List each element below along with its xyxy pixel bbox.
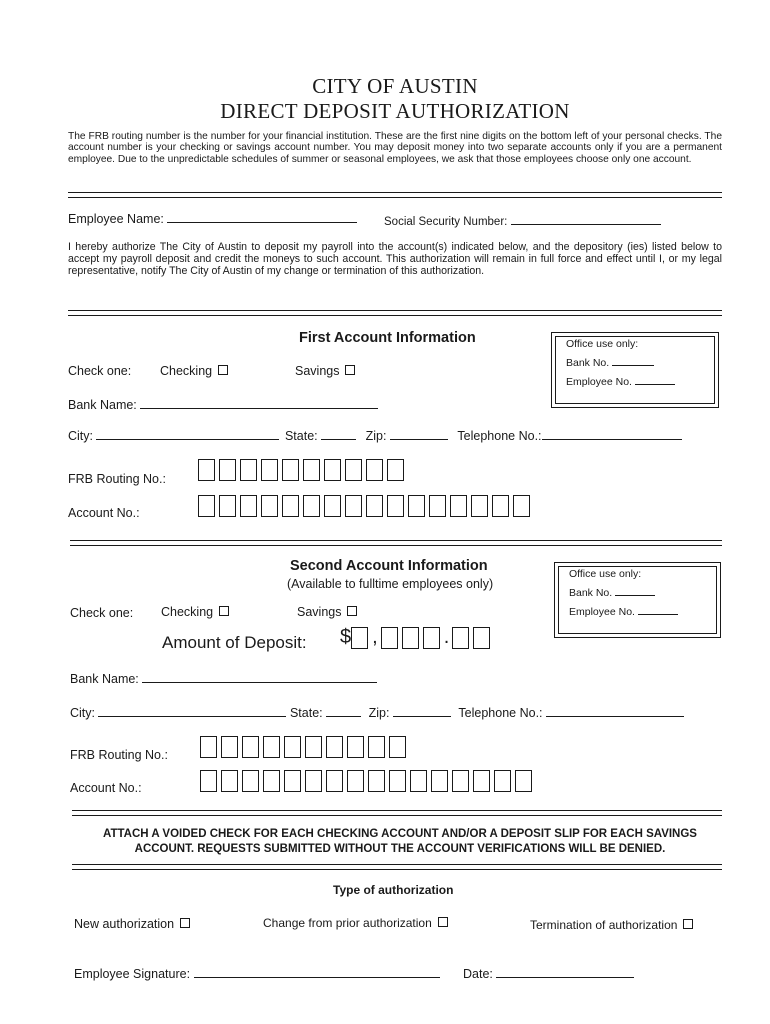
digit-box[interactable] [471,495,488,517]
employee-name-label: Employee Name: [68,212,164,226]
digit-box[interactable] [200,736,217,758]
authorization-type-heading: Type of authorization [333,883,454,897]
state-label: State: [289,706,323,720]
decimal-separator: . [443,626,450,648]
digit-box[interactable] [368,736,385,758]
digit-box[interactable] [452,627,469,649]
digit-box[interactable] [326,770,343,792]
second-account-subheading: (Available to fulltime employees only) [287,577,494,591]
divider [72,815,722,816]
office-employee-no-field [635,374,675,385]
change-authorization-label: Change from prior authorization [263,916,432,930]
ssn-field[interactable] [511,212,661,225]
zip-field[interactable] [390,427,448,440]
digit-box[interactable] [431,770,448,792]
zip-label: Zip: [365,429,387,443]
digit-box[interactable] [305,736,322,758]
city-label: City: [70,706,95,720]
zip-field[interactable] [393,704,451,717]
savings-checkbox[interactable] [347,606,357,616]
digit-box[interactable] [345,459,362,481]
authorization-paragraph: I hereby authorize The City of Austin to deposit my payroll into the account(s) indicated below, and the depository (ies) listed below to accept my payroll deposit and credit the moneys to such account. This authorization will remain in full force and effect until I, or my legal representative, notify The City of Austin of my change or termination of this authorization. [68,241,722,277]
date-row [463,965,634,981]
digit-box[interactable] [347,736,364,758]
signature-row [74,965,440,981]
digit-box[interactable] [200,770,217,792]
first-account-boxes[interactable] [198,495,534,517]
digit-box[interactable] [240,495,257,517]
zip-label: Zip: [368,706,390,720]
digit-box[interactable] [263,736,280,758]
digit-box[interactable] [473,770,490,792]
second-account-boxes[interactable] [200,770,536,792]
bank-name-label: Bank Name: [70,672,139,686]
digit-box[interactable] [221,770,238,792]
digit-box[interactable] [402,627,419,649]
signature-label: Employee Signature: [74,967,191,981]
digit-box[interactable] [242,736,259,758]
digit-box[interactable] [452,770,469,792]
new-authorization-option[interactable] [74,917,190,931]
page-title-city: CITY OF AUSTIN [312,74,478,98]
second-account-heading: Second Account Information [290,558,488,574]
office-bank-no-field [615,585,655,596]
bank-name-label: Bank Name: [68,398,137,412]
digit-box[interactable] [284,736,301,758]
office-employee-no-field [638,604,678,615]
divider [68,197,722,198]
digit-box[interactable] [284,770,301,792]
digit-box[interactable] [423,627,440,649]
digit-box[interactable] [303,495,320,517]
digit-box[interactable] [261,459,278,481]
office-bank-no-field [612,355,654,366]
office-use-title: Office use only: [569,568,642,580]
new-authorization-label: New authorization [74,917,175,931]
digit-box[interactable] [492,495,509,517]
savings-label: Savings [295,364,340,378]
second-bank-name-row [70,670,377,686]
digit-box[interactable] [198,495,215,517]
state-label: State: [284,429,318,443]
digit-box[interactable] [324,495,341,517]
state-field[interactable] [326,704,361,717]
telephone-label: Telephone No.: [458,706,543,720]
digit-box[interactable] [263,770,280,792]
digit-box[interactable] [387,495,404,517]
new-authorization-checkbox[interactable] [180,918,190,928]
digit-box[interactable] [351,627,368,649]
second-savings-option[interactable] [297,605,357,619]
divider [68,315,722,316]
office-bank-no-row [560,354,710,373]
checking-label: Checking [160,364,213,378]
office-employee-no-label: Employee No. [569,606,635,618]
digit-box[interactable] [303,459,320,481]
digit-box[interactable] [261,495,278,517]
second-account-no-label: Account No.: [70,781,142,795]
checking-checkbox[interactable] [219,606,229,616]
page-title-form: DIRECT DEPOSIT AUTHORIZATION [220,99,570,123]
ssn-label: Social Security Number: [384,216,508,228]
signature-field[interactable] [194,965,440,978]
digit-box[interactable] [389,770,406,792]
digit-box[interactable] [345,495,362,517]
digit-box[interactable] [450,495,467,517]
city-label: City: [68,429,93,443]
city-field[interactable] [98,704,286,717]
second-checking-option[interactable] [161,605,229,619]
first-city-row [68,427,682,443]
state-field[interactable] [321,427,356,440]
bank-name-field[interactable] [142,670,377,683]
savings-label: Savings [297,605,342,619]
intro-paragraph: The FRB routing number is the number for your financial institution. These are the first nine digits on the bottom left of your personal checks. The account number is your checking or savings account number. You may deposit money into two separate accounts only if you are a permanent employee. Due to the unpredictable schedules of summer or seasonal employees, we ask that those employees choose only one account. [68,131,722,165]
amount-of-deposit-label: Amount of Deposit: [162,633,307,652]
first-frb-label: FRB Routing No.: [68,472,166,486]
second-office-use-box [554,562,721,638]
termination-authorization-checkbox[interactable] [683,919,693,929]
digit-box[interactable] [282,459,299,481]
first-account-heading: First Account Information [299,330,476,346]
currency-symbol: $ [340,626,352,648]
digit-box[interactable] [410,770,427,792]
digit-box[interactable] [473,627,490,649]
digit-box[interactable] [513,495,530,517]
second-frb-label: FRB Routing No.: [70,748,168,762]
digit-box[interactable] [324,459,341,481]
digit-box[interactable] [347,770,364,792]
checking-checkbox[interactable] [218,365,228,375]
digit-box[interactable] [242,770,259,792]
office-use-title: Office use only: [566,338,639,350]
office-bank-no-row [563,584,712,603]
ssn-row [384,212,661,228]
savings-checkbox[interactable] [345,365,355,375]
digit-box[interactable] [366,495,383,517]
divider [72,869,722,870]
digit-box[interactable] [326,736,343,758]
date-label: Date: [463,967,493,981]
digit-box[interactable] [221,736,238,758]
change-authorization-option[interactable] [263,916,448,930]
verification-notice: ATTACH A VOIDED CHECK FOR EACH CHECKING ACCOUNT AND/OR A DEPOSIT SLIP FOR EACH SAVINGS ACCOUNT. REQUESTS SUBMITTED WITHOUT THE ACCOUNT VERIFICATIONS WILL BE DENIED. [103,828,697,855]
divider [68,310,722,311]
second-city-row [70,704,684,720]
employee-name-row [68,210,357,226]
date-field[interactable] [496,965,634,978]
bank-name-field[interactable] [140,396,378,409]
city-field[interactable] [96,427,279,440]
first-account-no-label: Account No.: [68,506,140,520]
digit-box[interactable] [366,459,383,481]
second-frb-boxes[interactable] [200,736,410,758]
office-bank-no-label: Bank No. [569,587,613,599]
digit-box[interactable] [282,495,299,517]
termination-authorization-label: Termination of authorization [530,918,678,932]
digit-box[interactable] [429,495,446,517]
digit-box[interactable] [305,770,322,792]
digit-box[interactable] [494,770,511,792]
telephone-field[interactable] [542,427,682,440]
termination-authorization-option[interactable] [530,918,693,932]
checking-label: Checking [161,605,214,619]
employee-name-field[interactable] [167,210,357,223]
first-office-use-box [551,332,719,408]
divider [70,540,722,541]
office-employee-no-row [563,603,712,622]
digit-box[interactable] [240,459,257,481]
digit-box[interactable] [389,736,406,758]
change-authorization-checkbox[interactable] [438,917,448,927]
office-bank-no-label: Bank No. [566,357,610,369]
digit-box[interactable] [408,495,425,517]
office-employee-no-row [560,373,710,392]
comma-separator: , [372,626,378,648]
second-check-one-label: Check one: [70,606,134,620]
first-bank-name-row [68,396,378,412]
divider [72,810,722,811]
first-check-one-label: Check one: [68,364,132,378]
digit-box[interactable] [381,627,398,649]
first-savings-option[interactable] [295,364,355,378]
telephone-label: Telephone No.: [457,429,542,443]
digit-box[interactable] [515,770,532,792]
telephone-field[interactable] [546,704,684,717]
digit-box[interactable] [387,459,404,481]
office-employee-no-label: Employee No. [566,376,632,388]
digit-box[interactable] [219,495,236,517]
divider [70,545,722,546]
divider [72,864,722,865]
digit-box[interactable] [368,770,385,792]
first-checking-option[interactable] [160,364,228,378]
digit-box[interactable] [198,459,215,481]
amount-of-deposit-boxes[interactable] [340,626,494,649]
first-frb-boxes[interactable] [198,459,408,481]
digit-box[interactable] [219,459,236,481]
divider [68,192,722,193]
